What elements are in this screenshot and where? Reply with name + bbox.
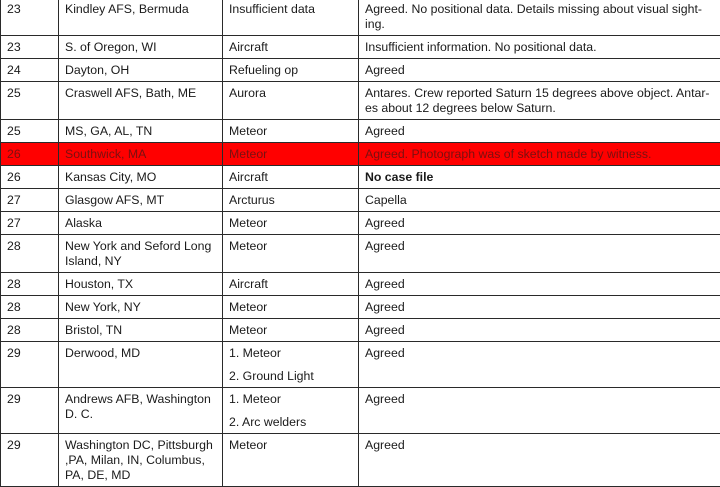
cause-line: Meteor	[229, 124, 352, 139]
table-row	[1, 434, 720, 487]
table-row	[1, 296, 720, 319]
cause-cell	[223, 166, 359, 189]
comment-cell: Agreed	[359, 59, 720, 82]
cause-line: Refueling op	[229, 63, 352, 78]
cause-cell	[223, 273, 359, 296]
comment-cell: Agreed	[359, 273, 720, 296]
cause-line: Aurora	[229, 86, 352, 101]
table-row	[1, 342, 720, 388]
table-row	[1, 166, 720, 189]
cause-line: Insufficient data	[229, 2, 352, 17]
cause-line: 1. Meteor	[229, 346, 352, 361]
cause-cell	[223, 296, 359, 319]
date-cell: 28	[1, 235, 59, 273]
cause-line: Arcturus	[229, 193, 352, 208]
comment-cell: Agreed	[359, 212, 720, 235]
cause-line: Meteor	[229, 438, 352, 453]
location-cell: Houston, TX	[59, 273, 223, 296]
cause-line: 1. Meteor	[229, 392, 352, 407]
cause-cell	[223, 120, 359, 143]
table-row	[1, 319, 720, 342]
cause-line: Meteor	[229, 147, 352, 162]
date-cell: 29	[1, 342, 59, 388]
cause-cell	[223, 59, 359, 82]
comment-cell: Agreed. Photograph was of sketch made by witness.	[359, 143, 720, 166]
comment-cell: Agreed. No positional data. Details missing about visual sight-ing.	[359, 0, 720, 36]
comment-cell: Agreed	[359, 342, 720, 388]
comment-cell: Agreed	[359, 296, 720, 319]
date-cell: 26	[1, 166, 59, 189]
date-cell: 23	[1, 0, 59, 36]
location-cell: Washington DC, Pittsburgh ,PA, Milan, IN, Columbus, PA, DE, MD	[59, 434, 223, 487]
date-cell: 29	[1, 388, 59, 434]
comment-cell: Agreed	[359, 235, 720, 273]
location-cell: Craswell AFS, Bath, ME	[59, 82, 223, 120]
table-row	[1, 273, 720, 296]
table-row	[1, 59, 720, 82]
cause-line: Meteor	[229, 216, 352, 231]
location-cell: MS, GA, AL, TN	[59, 120, 223, 143]
table-row	[1, 189, 720, 212]
cause-line: 2. Ground Light	[229, 369, 352, 384]
date-cell: 25	[1, 120, 59, 143]
comment-cell: Agreed	[359, 434, 720, 487]
date-cell: 27	[1, 189, 59, 212]
date-cell: 29	[1, 434, 59, 487]
table-row	[1, 212, 720, 235]
table-row	[1, 36, 720, 59]
table-row	[1, 388, 720, 434]
comment-cell: Insufficient information. No positional data.	[359, 36, 720, 59]
date-cell: 28	[1, 296, 59, 319]
cause-cell	[223, 189, 359, 212]
date-cell: 24	[1, 59, 59, 82]
table-row	[1, 235, 720, 273]
comment-cell: Antares. Crew reported Saturn 15 degrees above object. Antar-es about 12 degrees below Saturn.	[359, 82, 720, 120]
cause-line: Aircraft	[229, 277, 352, 292]
cause-cell	[223, 388, 359, 434]
date-cell: 23	[1, 36, 59, 59]
cause-cell	[223, 434, 359, 487]
location-cell: New York and Seford Long Island, NY	[59, 235, 223, 273]
table-row	[1, 120, 720, 143]
location-cell: Kansas City, MO	[59, 166, 223, 189]
location-cell: S. of Oregon, WI	[59, 36, 223, 59]
cause-line: Meteor	[229, 323, 352, 338]
table-row	[1, 82, 720, 120]
date-cell: 26	[1, 143, 59, 166]
location-cell: Glasgow AFS, MT	[59, 189, 223, 212]
cause-line: Aircraft	[229, 40, 352, 55]
cause-cell	[223, 0, 359, 36]
cause-cell	[223, 82, 359, 120]
location-cell: Bristol, TN	[59, 319, 223, 342]
cause-cell	[223, 319, 359, 342]
comment-cell: Agreed	[359, 120, 720, 143]
cause-cell	[223, 143, 359, 166]
location-cell: Kindley AFS, Bermuda	[59, 0, 223, 36]
location-cell: Alaska	[59, 212, 223, 235]
table-row-highlighted	[1, 143, 720, 166]
comment-cell: Agreed	[359, 319, 720, 342]
cause-cell	[223, 342, 359, 388]
date-cell: 28	[1, 273, 59, 296]
location-cell: New York, NY	[59, 296, 223, 319]
cause-cell	[223, 212, 359, 235]
cause-line: Meteor	[229, 239, 352, 254]
cause-cell	[223, 36, 359, 59]
location-cell: Southwick, MA	[59, 143, 223, 166]
location-cell: Derwood, MD	[59, 342, 223, 388]
cause-line: Meteor	[229, 300, 352, 315]
date-cell: 25	[1, 82, 59, 120]
location-cell: Andrews AFB, Washington D. C.	[59, 388, 223, 434]
location-cell: Dayton, OH	[59, 59, 223, 82]
cause-cell	[223, 235, 359, 273]
comment-cell: Capella	[359, 189, 720, 212]
cause-line: 2. Arc welders	[229, 415, 352, 430]
date-cell: 27	[1, 212, 59, 235]
table-body	[1, 0, 720, 487]
table-row	[1, 0, 720, 36]
cause-line: Aircraft	[229, 170, 352, 185]
comment-cell: No case file	[359, 166, 720, 189]
comment-cell: Agreed	[359, 388, 720, 434]
date-cell: 28	[1, 319, 59, 342]
